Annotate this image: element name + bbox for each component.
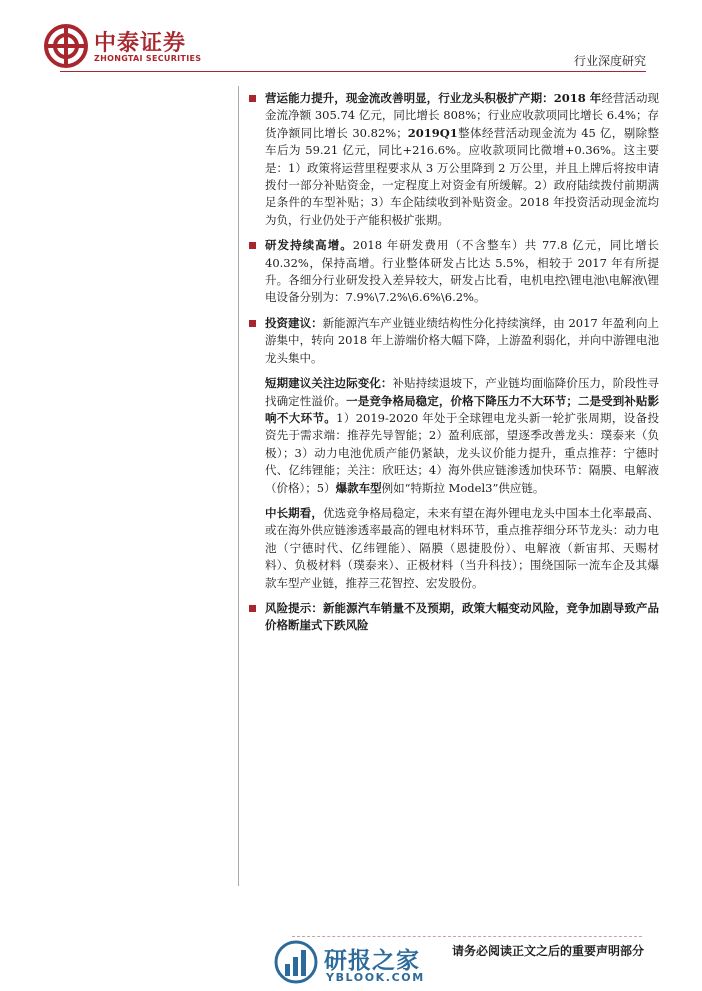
risk-text: 风险提示：新能源汽车销量不及预期，政策大幅变动风险，竞争加剧导致产品价格断崖式下跌风险: [265, 600, 659, 633]
bar-chart-globe-icon: [274, 940, 318, 984]
bullet-operations-cashflow: [247, 90, 659, 229]
bullet-rnd-growth: [247, 237, 659, 307]
short-term-lead: 短期建议关注边际变化：: [265, 376, 393, 391]
item-lead: 投资建议：: [265, 315, 323, 330]
logo-english-name: ZHONGTAI SECURITIES: [94, 54, 202, 63]
logo-chinese-name: 中泰证券: [94, 31, 187, 56]
bullet-square-icon: [249, 605, 256, 612]
footer-divider: [292, 936, 642, 937]
bullet-investment-advice: [247, 315, 659, 367]
disclaimer-note: 请务必阅读正文之后的重要声明部分: [451, 944, 644, 958]
report-type-label: 行业深度研究: [573, 54, 646, 68]
item-body-2: 整体经营活动现金流为 45 亿，剔除整车后为 59.21 亿元，同比+216.6%。应收款项同比微增+0.36%。这主要是：1）政策将运营里程要求从 3 万公里降到 2 万公里，并且上牌后将按申请拨付一部分补贴资金，一定程度上对资金有所缓解。2）政府陆续拨付前期满足条件的车型补贴；3）车企陆续收到补贴资金。2018 年投资活动现金流均为负，行业仍处于产能积极扩张期。: [265, 125, 659, 227]
zhongtai-logo-icon: [44, 24, 88, 68]
long-term-body: 优选竞争格局稳定，未来有望在海外锂电龙头中国本土化率最高、或在海外供应链渗透率最高的锂电材料环节，重点推荐细分环节龙头：动力电池（宁德时代、亿纬锂能）、隔膜（恩捷股份）、电解液（新宙邦、天赐材料）、负极材料（璞泰来）、正极材料（当升科技）；围绕国际一流车企及其爆款车型产业链，推荐三花智控、宏发股份。: [265, 505, 660, 590]
watermark-chinese: 研报之家: [324, 948, 420, 974]
bullet-square-icon: [249, 95, 256, 102]
short-term-body-2: 1）2019-2020 年处于全球锂电龙头新一轮扩张周期，设备投资先于需求端：推荐先导智能；2）盈利底部，望逐季改善龙头：璞泰来（负极）；3）动力电池优质产能仍紧缺，龙头议价能力提升，重点推荐：宁德时代、亿纬锂能；关注：欣旺达；4）海外供应链渗透加快环节：隔膜、电解液（价格）；5）: [265, 410, 660, 495]
bullet-risk-warning: [247, 600, 659, 635]
item-body: 新能源汽车产业链业绩结构性分化持续演绎，由 2017 年盈利向上游集中，转向 2018 年上游端价格大幅下降，上游盈利弱化，并向中游锂电池龙头集中。: [265, 315, 660, 365]
short-term-bold-2: 爆款车型: [335, 480, 382, 495]
header-divider: [60, 71, 646, 72]
summary-panel: [238, 86, 659, 886]
watermark-url: YBLOOK.COM: [326, 971, 425, 984]
item-lead: 研发持续高增。: [265, 238, 353, 253]
bullet-square-icon: [249, 242, 256, 249]
short-term-body-1: 补贴持续退坡下，产业链均面临降价压力，阶段性寻找确定性溢价。: [265, 376, 659, 408]
long-term-lead: 中长期看，: [265, 505, 323, 520]
short-term-body-3: 例如“特斯拉 Model3”供应链。: [381, 480, 545, 495]
item-lead-2: 2019Q1: [407, 125, 458, 140]
bullet-square-icon: [249, 320, 256, 327]
item-body: 2018 年研发费用（不含整车）共 77.8 亿元，同比增长 40.32%，保持高增。行业整体研发占比达 5.5%，相较于 2017 年有所提升。各细分行业研发投入差异较大，研发占比看，电机电控\锂电池\电解液\锂电设备分别为：7.9%\7.2%\6.6%\6.2%。: [265, 238, 660, 305]
long-term-advice: [265, 505, 659, 592]
short-term-advice: [265, 375, 659, 497]
item-lead: 营运能力提升，现金流改善明显，行业龙头积极扩产期：2018 年: [265, 91, 602, 105]
watermark: [274, 940, 449, 988]
item-body: 经营活动现金流净额 305.74 亿元，同比增长 808%；行业应收款项同比增长 6.4%；存货净额同比增长 30.82%；: [265, 91, 660, 140]
short-term-bold-1: 一是竞争格局稳定，价格下降压力不大环节；二是受到补贴影响不大环节。: [265, 393, 660, 425]
company-logo: [44, 24, 244, 68]
